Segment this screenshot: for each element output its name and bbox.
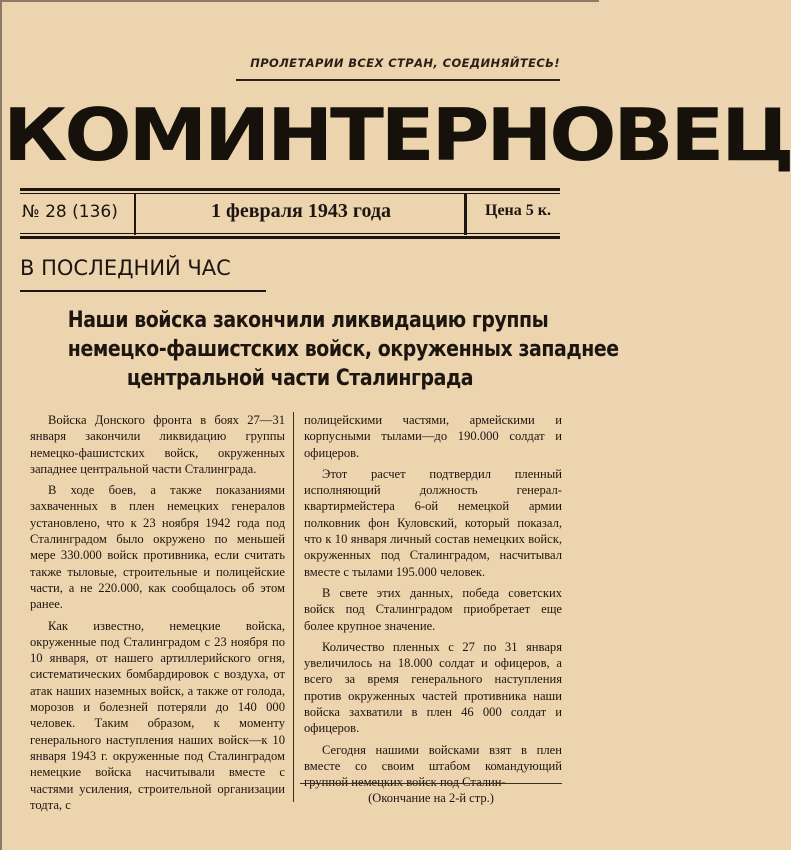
issue-number: № 28 (136) (22, 202, 118, 222)
column1-paragraph-3: Как известно, немецкие войска, окруженные под Сталинградом с 23 ноября по 10 января, от нашего артиллерийского огня, систематических бомбардировок с воздуха, от атак наших наземных войск, а также от голода, морозов и болезней потеряли до 140 000 человек. Таким образом, к моменту генерального наступления наших войск—к 10 января 1943 г. окруженные под Сталинградом немецкие войска насчитывали вместе с частями усиления, строительной организации тодта, с (30, 618, 285, 812)
headline-line-2: немецко-фашистских войск, окруженных западнее (67, 337, 619, 362)
headline (67, 306, 619, 393)
masthead-rule-top (20, 188, 560, 191)
issue-date: 1 февраля 1943 года (211, 200, 391, 222)
column2-bottom-rule (300, 783, 562, 784)
page-edge-top (0, 0, 599, 2)
page-edge-left (0, 0, 2, 850)
column2-paragraph-4: Количество пленных с 27 по 31 января увеличилось на 18.000 солдат и офицеров, а всего за время генерального наступления против окруженных частей противника наши войска захватили в плен 46 000 солдат и офицеров. (304, 639, 562, 736)
column1-paragraph-2: В ходе боев, а также показаниями захваченных в плен немецких генералов установлено, что к 23 ноября 1942 года под Сталинградом было окружено по меньшей мере 330.000 войск противника, если считать также тыловые, строительные и полицейские части, а не 220.000, как сообщалось об этом ранее. (30, 483, 285, 612)
issue-price: Цена 5 к. (485, 202, 551, 219)
headline-line-1: Наши войска закончили ликвидацию группы (67, 308, 549, 333)
column1-paragraph-1: Войска Донского фронта в боях 27—31 января закончили ликвидацию группы немецко-фашистских войск, окруженных западнее центральной части Сталинграда. (30, 413, 285, 476)
masthead-rule-top-thin (20, 193, 560, 194)
issue-divider (134, 193, 136, 235)
continued-note: (Окончание на 2-й стр.) (368, 791, 494, 805)
motto: ПРОЛЕТАРИИ ВСЕХ СТРАН, СОЕДИНЯЙТЕСЬ! (250, 56, 560, 70)
section-rule (20, 290, 266, 292)
column2-paragraph-2: Этот расчет подтвердил пленный исполняющий должность генерал-квартирмейстера 6-ой немецкой армии полковник фон Куловский, который показал, что к 10 января личный состав немецких войск, окруженных под Сталинградом, насчитывал вместе с тылами 195.000 человек. (304, 466, 562, 579)
masthead-rule-bottom-thin (20, 233, 560, 234)
motto-rule (236, 79, 560, 81)
price-divider (464, 193, 467, 235)
section-label: В ПОСЛЕДНИЙ ЧАС (20, 256, 231, 280)
article-column-2 (304, 412, 562, 791)
column2-paragraph-5: Сегодня нашими войсками взят в плен вместе со своим штабом командующий (304, 742, 562, 773)
masthead-rule-bottom (20, 236, 560, 239)
column-divider (293, 412, 294, 802)
masthead-title: КОМИНТЕРНОВЕЦ (3, 93, 791, 177)
column2-paragraph-3: В свете этих данных, победа советских войск под Сталинградом приобретает еще более крупное значение. (304, 585, 562, 633)
article-column-1 (30, 412, 285, 813)
column2-paragraph-1: полицейскими частями, армейскими и корпусными тылами—до 190.000 солдат и офицеров. (304, 413, 562, 460)
headline-line-3: центральной части Сталинграда (126, 366, 474, 391)
